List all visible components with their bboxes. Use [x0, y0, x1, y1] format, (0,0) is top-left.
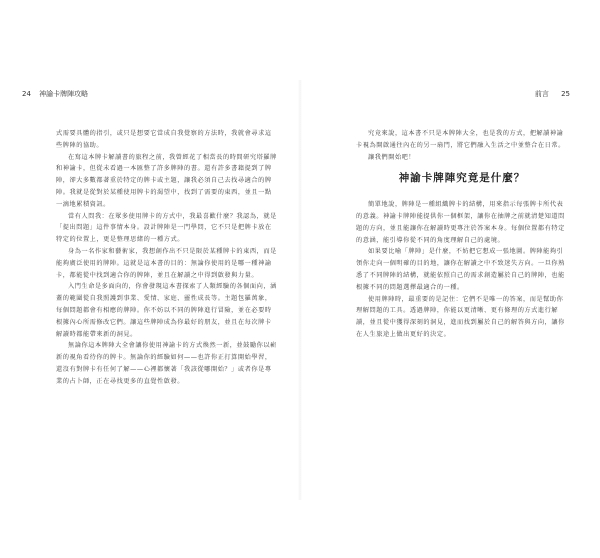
paragraph: 式需要具體的指引，或只是想要它當成自我覺察的方法時，我就會尋求這些牌陣的協助。: [56, 130, 272, 149]
paragraph: 究竟來說，這本書不只是本牌陣大全，也是我的方式，把解讀神諭卡視為開啟通往內在的另一扇門，將它們融入生活之中並整合在日常。: [356, 130, 565, 149]
paragraph: 讓我們開始吧！: [368, 153, 416, 161]
left-page-number: 24: [22, 90, 31, 98]
paragraph: 身為一名作家和藝術家，我想創作出不只是限於某種牌卡的東西，而是能夠廣泛使用的牌陣。這就是這本書的目的：無論你使用的是哪一種神諭卡，都能從中找到適合你的牌陣，並且在解讀之中得到啟發與力量。: [56, 247, 277, 279]
right-page-body: [356, 128, 568, 341]
paragraph: 當有人問我：在眾多使用牌卡的方式中，我最喜歡什麼？我認為，就是「提出問題」這件事情本身。設計牌陣是一門學問，它不只是把牌卡放在特定的位置上，更是整理思緒的一種方式。: [56, 212, 277, 244]
right-page: [308, 88, 578, 488]
book-gutter: [298, 80, 302, 500]
left-page-body: [56, 128, 278, 388]
right-page-header: [308, 88, 578, 100]
right-running-title: 前言: [534, 90, 549, 98]
right-page-number: 25: [561, 90, 570, 98]
left-running-title: 神諭卡牌陣攻略: [39, 90, 89, 98]
paragraph: 使用牌陣時，最重要的是記住：它們不是唯一的答案，而是幫助你理解問題的工具。透過牌陣，你能以更清晰、更有條理的方式進行解讀，並且從中獲得深刻的洞見，進而找到屬於自己的解答與方向，讓你在人生旅途上做出更好的決定。: [356, 295, 565, 338]
paragraph: 簡單地說，牌陣是一種組織牌卡的結構，用來指示每張牌卡所代表的意義。神諭卡牌陣能提供你一個框架，讓你在抽牌之前就清楚知道問題的方向，並且能讓你在解讀時更專注於答案本身。每個位置都有特定的意涵，能引導你從不同的角度理解自己的處境。: [356, 201, 565, 244]
paragraph: 入門生命是多面向的，你會發現這本書探索了人類經驗的各個面向，涵蓋的範圍從自我照護到事業、愛情、家庭、靈性成長等。主題包羅萬象，每個問題都會有相應的牌陣。你不妨以不同的牌陣進行冒險，並在必要時根據內心所需修改它們。讓這些牌陣成為你最好的朋友，並且在每次牌卡解讀時都能帶來新的洞見。: [56, 283, 277, 338]
paragraph: 無論你這本牌陣大全會讓你使用神諭卡的方式煥然一新，並鼓勵你以嶄新的視角看待你的牌卡。無論你的經驗如何——也許你正打算開始學習，還沒有對牌卡有任何了解——心裡都懷著「我該從哪開始？」或者你是專業的占卜師，正在尋找更多的直覺性啟發。: [56, 342, 277, 385]
section-heading: 神諭卡牌陣究竟是什麼？: [398, 172, 526, 185]
left-page-header: [22, 88, 292, 100]
paragraph: 如果要比喻「牌陣」是什麼，不妨把它想成一張地圖。牌陣能夠引領你走向一個明確的目的地，讓你在解讀之中不致迷失方向。一旦你熟悉了不同牌陣的結構，就能依照自己的需求創造屬於自己的牌陣，也能根據不同的問題選擇最適合的一種。: [356, 248, 565, 291]
left-page: [22, 88, 292, 488]
paragraph: 在寫這本牌卡解讀書的旅程之前，我曾經花了相當長的時間研究塔羅牌和神諭卡，但從未看過一本匯整了許多牌陣的書。還有許多書籍提到了牌陣，卻大多數都著重於特定的牌卡或主題，讓我必須自己去找尋適合的牌陣。我就是從對於某種使用牌卡的渴望中，找到了需要的東西，並且一點一滴地累積資訊。: [56, 153, 277, 208]
